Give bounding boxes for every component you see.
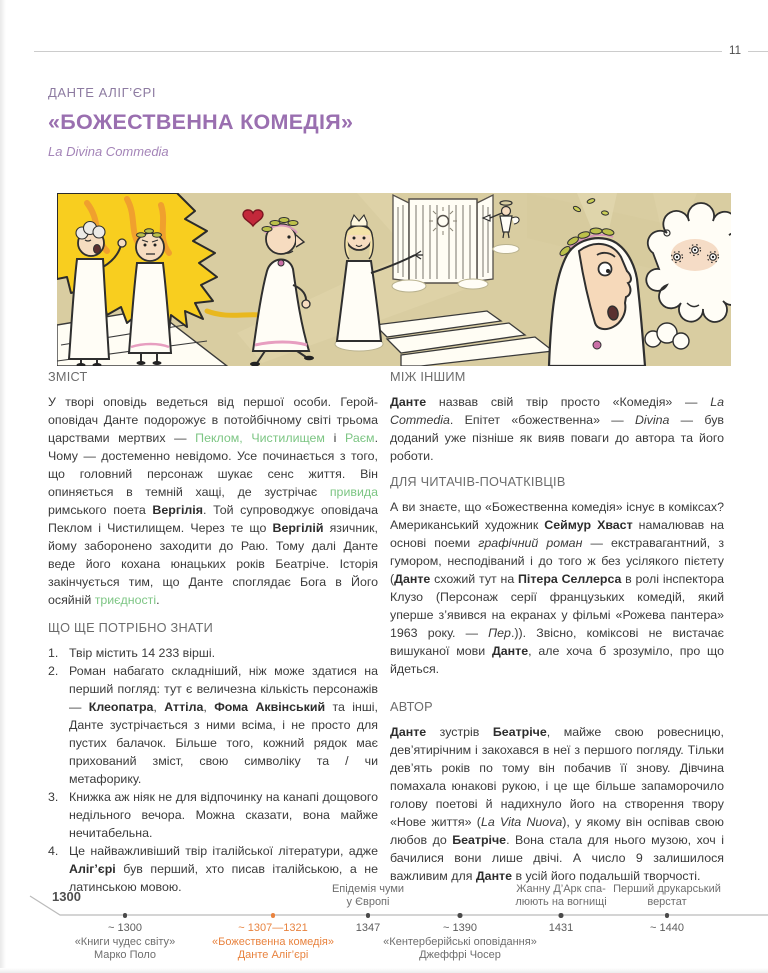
list-item: [48, 662, 378, 788]
section-heading-mizh: МІЖ ІНШИМ: [390, 370, 466, 384]
page-edge-shading: [0, 0, 6, 973]
list-item: [48, 644, 378, 662]
timeline-year: 1431: [548, 922, 574, 934]
section-mizh-inshym: [390, 370, 724, 465]
text-columns: [48, 370, 724, 896]
page-subtitle: La Divina Commedia: [48, 144, 169, 159]
section-zmist: [48, 370, 378, 609]
timeline-event-label: Жанну Д’Арк спа- люють на вогнищі: [515, 883, 607, 908]
zmist-paragraph: У творі оповідь ведеться від першої особи. Герой-оповідач Данте подорожує в потойбічному світі трьома царствами мертвих — Пеклом, Чистилищем і Раєм. Чому — достеменно невідомо. Усе починається з того, що головний персонаж шукає сенс життя. Він опиняється в темній хащі, де зустрічає привида римського поета Вергілія. Той супроводжує оповідача Пеклом і Чистилищем. Через те що Вергілій язичник, йому заборонено заходити до Раю. Тому далі Данте веде його кохана юнацьких років Беатріче. Історія закінчується тим, що Данте споглядає Бога в Його осяйній триєдності.: [48, 395, 379, 607]
soul-figure-laurel: [129, 229, 171, 365]
section-heading-avtor: АВТОР: [390, 700, 433, 714]
mizh-paragraph: Данте назвав свій твір просто «Комедія» — La Commedia. Епітет «божественна» — Divina — був доданий уже пізніше як вияв поваги до автора та його роботи.: [390, 395, 724, 463]
left-column: [48, 370, 378, 896]
list-item-number: 1.: [48, 646, 59, 660]
timeline-event-label: Епідемія чуми у Європі: [331, 883, 405, 908]
timeline-year: ~ 1300: [108, 922, 142, 934]
page-header: [48, 86, 353, 159]
timeline-event-label: Перший друкарський верстат: [613, 883, 721, 908]
list-item-number: 2.: [48, 664, 59, 678]
timeline-dot: [271, 913, 276, 918]
list-item-text: Це найважливіший твір італійської літератури, адже Аліг’єрі був перший, хто писав італійською, а не латинською мовою.: [69, 844, 378, 894]
timeline-dot: [123, 913, 128, 918]
section-beginners: [390, 475, 724, 678]
timeline-year: 1347: [355, 922, 381, 934]
timeline-dot: [458, 913, 463, 918]
timeline-event-label: «Кентерберійські оповідання» Джеффрі Чосер: [383, 936, 537, 961]
illustration: [57, 193, 731, 366]
section-avtor: [390, 700, 724, 885]
timeline-event-label: «Книги чудес світу» Марко Поло: [74, 936, 176, 961]
top-rule: [34, 46, 768, 58]
list-item-number: 4.: [48, 844, 59, 858]
timeline-year: ~ 1307—1321: [238, 922, 308, 934]
heaven-gates-icon: [392, 195, 493, 292]
list-item-text: Книжка аж ніяк не для відпочинку на канапі дощового недільного вечора. Можна сказати, вона майже нечитабельна.: [69, 790, 378, 840]
timeline-dot: [665, 913, 670, 918]
page-title: «БОЖЕСТВЕННА КОМЕДІЯ»: [48, 110, 354, 134]
list-item: [48, 788, 378, 842]
timeline-dot: [559, 913, 564, 918]
list-item-text: Твір містить 14 233 вірші.: [69, 646, 216, 660]
timeline-event: [592, 878, 742, 973]
timeline-event: [50, 878, 200, 973]
top-rule-line: [34, 51, 722, 52]
timeline: [0, 878, 768, 973]
top-rule-line-end: [748, 51, 768, 52]
list-item-number: 3.: [48, 790, 59, 804]
page-number: 11: [729, 45, 741, 57]
section-heading-beginners: ДЛЯ ЧИТАЧІВ-ПОЧАТКІВЦІВ: [390, 475, 566, 489]
timeline-year: ~ 1440: [650, 922, 684, 934]
timeline-event-label: «Божественна комедія» Данте Аліг’єрі: [212, 936, 334, 961]
know-list: [48, 644, 378, 896]
right-column: [390, 370, 724, 896]
section-heading-know: ЩО ЩЕ ПОТРІБНО ЗНАТИ: [48, 621, 213, 635]
section-know: [48, 621, 378, 896]
author-name: ДАНТЕ АЛІГ’ЄРІ: [48, 85, 157, 100]
timeline-era-label: 1300: [52, 889, 81, 904]
avtor-paragraph: Данте зустрів Беатріче, майже свою ровесницю, дев’ятирічним і закохався в неї з першого погляду. Тільки дев’ять років по тому він побачив її знову. Дівчина помахала юнакові рукою, і це ще більше запаморочило голову поетові й надихнуло його на створення твору «Нове життя» (La Vita Nuova), у якому він оспівав свою любов до Беатріче. Вона стала для нього музою, хоч і бачилися вони лише двічі. А число 9 залишилося важливим для Данте в усій його подальшій творчості.: [390, 725, 724, 883]
section-heading-zmist: ЗМІСТ: [48, 370, 88, 384]
list-item-text: Роман набагато складніший, ніж може здатися на перший погляд: тут є величезна кількість персонажів — Клеопатра, Аттіла, Фома Аквінський та інші, Данте зустрічається з ними всіма, і не просто для пустих балачок. Більше того, кожний рядок має прихований зміст, свою символіку та / чи метафорику.: [69, 664, 378, 786]
timeline-year: ~ 1390: [443, 922, 477, 934]
beginners-paragraph: А ви знаєте, що «Божественна комедія» існує в коміксах? Американський художник Сеймур Хваст намалював на основі поеми графічний роман — екстравагантний, з гумором, несподіваний і до того ж без усілякого пієтету (Данте схожий тут на Пітера Селлерса в ролі інспектора Клузо (Персонаж серії французьких комедій, який уперше з’явився на екранах у фільмі «Рожева пантера» 1963 року. — Пер.)). Звісно, коміксові не вистачає вишуканої мови Данте, але хоча б зрозуміло, про що йдеться.: [390, 500, 724, 676]
